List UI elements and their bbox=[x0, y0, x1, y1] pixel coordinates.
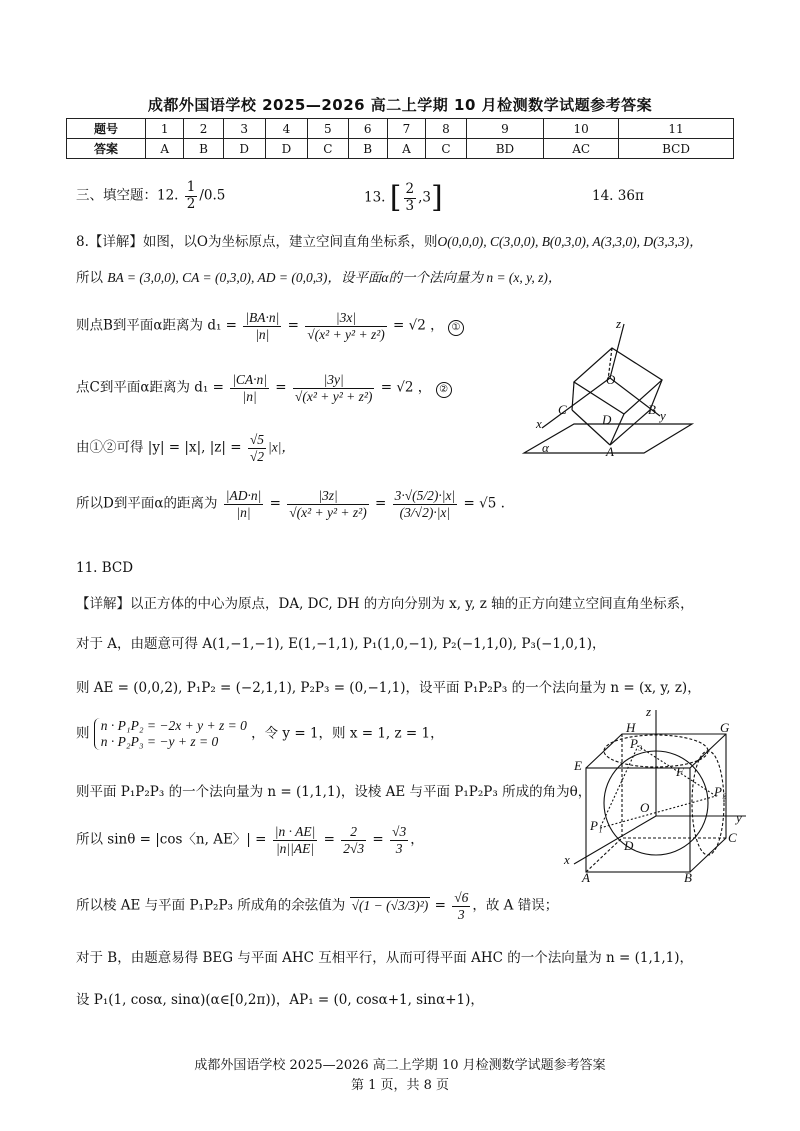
question-number-cell: 9 bbox=[466, 119, 543, 139]
cube-hidden-edge bbox=[586, 838, 622, 872]
q8-l6f3d: (3/√2)·|x| bbox=[399, 504, 451, 520]
table-header-number: 题号 bbox=[67, 119, 146, 139]
answer-cell: D bbox=[265, 139, 307, 159]
q11-l7eq: = bbox=[434, 897, 446, 914]
answer-cell: A bbox=[146, 139, 184, 159]
figure-cube-plane bbox=[512, 310, 702, 460]
fig2-label: C bbox=[728, 830, 737, 845]
answer-cell: AC bbox=[544, 139, 619, 159]
q8-l4-frac1 bbox=[230, 372, 269, 404]
q8-l3f2d: √(x² + y² + z²) bbox=[307, 326, 385, 342]
q8-line3: 则点B到平面α距离为 d₁ = $\frac{|BA\cdot n|}{|n|}$ = $\frac{|3x|}{\text{√(x² + y² + z²)}}$ = √2 ， ① bbox=[76, 310, 464, 342]
q8-l6-frac3 bbox=[393, 488, 458, 520]
fig2-label: P₃ bbox=[630, 736, 643, 751]
fig2-label: P₂ bbox=[714, 784, 727, 799]
fig2-label: z bbox=[646, 704, 652, 719]
q8-l4-frac2 bbox=[293, 372, 375, 404]
q11-line9: 设 P₁(1, cosα, sinα)(α∈[0,2π))，AP₁ = (0, cosα+1, sinα+1)， bbox=[76, 992, 484, 1008]
q12-num: 1 bbox=[186, 179, 196, 195]
q13-answer: 13. [ $\frac{2}{3}$ ,3] bbox=[364, 180, 443, 215]
question-number-cell: 8 bbox=[426, 119, 467, 139]
q11-line2: 对于 A，由题意可得 A(1,−1,−1), E(1,−1,1), P₁(1,0,−1), P₂(−1,1,0), P₃(−1,0,1)， bbox=[76, 636, 606, 652]
x-axis bbox=[542, 378, 610, 428]
q11-l6a: 所以 sinθ = |cos〈n, AE〉| = bbox=[76, 831, 267, 848]
q8-l4f1d: |n| bbox=[242, 388, 257, 404]
q11-l6-frac3 bbox=[390, 824, 408, 856]
question-number-cell: 5 bbox=[308, 119, 349, 139]
q8-coords: O(0,0,0), C(3,0,0), B(0,3,0), A(3,3,0), D(3,3,3)， bbox=[437, 234, 703, 249]
q11-l6-frac2 bbox=[341, 824, 366, 856]
question-number-cell: 1 bbox=[146, 119, 184, 139]
fig2-label: O bbox=[640, 800, 650, 815]
answer-cell: C bbox=[426, 139, 467, 159]
q11-line4 bbox=[76, 718, 444, 750]
cube-edge bbox=[610, 414, 624, 445]
q11-l7-frac bbox=[452, 890, 470, 922]
q8-head: 8.【详解】如图，以O为坐标原点，建立空间直角坐标系，则 bbox=[76, 234, 438, 250]
q8-l5a: 由①②可得 |y| = |x|, |z| = bbox=[76, 439, 242, 456]
figure-cube-sphere bbox=[560, 704, 760, 884]
fig2-label: A bbox=[582, 870, 590, 884]
q8-l5fd: √2 bbox=[249, 448, 264, 464]
q8-l3a: 则点B到平面α距离为 d₁ = bbox=[76, 317, 237, 334]
q13-tail: ,3 bbox=[418, 189, 431, 206]
q8-l6-frac1 bbox=[224, 488, 264, 520]
q8-l6a: 所以D到平面α的距离为 bbox=[76, 495, 218, 512]
answer-cell: D bbox=[223, 139, 265, 159]
fig2-label: P₁ bbox=[590, 818, 603, 833]
answer-cell: B bbox=[348, 139, 387, 159]
q8-l4f2d: √(x² + y² + z²) bbox=[294, 388, 373, 404]
fig2-label: F bbox=[676, 764, 684, 779]
q8-line1 bbox=[76, 234, 703, 250]
fig1-label: O bbox=[606, 372, 616, 387]
q8-l6end: = √5 . bbox=[463, 495, 505, 512]
footer-title: 成都外国语学校 2025—2026 高二上学期 10 月检测数学试题参考答案 bbox=[194, 1058, 606, 1073]
q11-l6f3d: 3 bbox=[395, 840, 403, 856]
q11-head: 11. BCD bbox=[76, 560, 134, 576]
q13-den: 3 bbox=[405, 197, 415, 214]
q11-l6f1d: |n||AE| bbox=[275, 840, 315, 856]
fig2-label: H bbox=[626, 720, 636, 735]
q8-line6: 所以D到平面α的距离为 $\frac{|AD\cdot n|}{|n|}$ = $\frac{|3z|}{\text{√(x² + y² + z²)}}$ = $\frac{3\cdot√(5/2)\cdot|x|}{(3/√2)\cdot|x|}$ = √5 . bbox=[76, 488, 505, 520]
question-number-cell: 4 bbox=[265, 119, 307, 139]
fig2-label: D bbox=[624, 838, 634, 853]
q11-l7fn: √6 bbox=[454, 890, 469, 905]
q11-l6-frac1 bbox=[273, 824, 318, 856]
table-row bbox=[67, 139, 734, 159]
fig1-label: x bbox=[536, 416, 542, 431]
q11-l6f1n: |n · AE| bbox=[274, 824, 316, 839]
cube-edge bbox=[610, 410, 650, 445]
q11-l4pre: 则 bbox=[76, 725, 90, 742]
table-header-answer: 答案 bbox=[67, 139, 146, 159]
footer-page: 第 1 页，共 8 页 bbox=[350, 1078, 450, 1093]
q11-line6: 所以 sinθ = |cos〈n, AE〉| = $\frac{|n \cdot AE|}{|n||AE|}$ = $\frac{2}{2√3}$ = $\frac{√3}{3}$ ， bbox=[76, 824, 424, 856]
q11-l7root: √(1 − (√3/3)²) bbox=[351, 897, 429, 913]
q8-l5-frac bbox=[248, 432, 266, 464]
q13-fraction bbox=[404, 182, 417, 214]
q8-l3f2n: |3x| bbox=[305, 310, 387, 327]
q12-fraction bbox=[185, 180, 198, 212]
equation-system bbox=[94, 718, 247, 750]
q11-l6f2d: 2√3 bbox=[343, 840, 365, 856]
q13-label: 13. bbox=[364, 189, 386, 206]
q8-l4f1n: |CA·n| bbox=[232, 372, 268, 387]
circle-two: ② bbox=[436, 382, 452, 398]
q11-line8: 对于 B，由题意易得 BEG 与平面 AHC 互相平行，从而可得平面 AHC 的一个法向量为 n = (1,1,1)， bbox=[76, 950, 693, 966]
answer-cell: B bbox=[184, 139, 223, 159]
question-number-cell: 3 bbox=[223, 119, 265, 139]
q11-line5: 则平面 P₁P₂P₃ 的一个法向量为 n = (1,1,1)，设棱 AE 与平面 P₁P₂P₃ 所成的角为θ， bbox=[76, 784, 592, 800]
q11-line7 bbox=[76, 890, 558, 922]
q8-l3f1d: |n| bbox=[255, 326, 270, 342]
answer-cell: BD bbox=[466, 139, 543, 159]
q14-answer: 14. 36π bbox=[592, 188, 644, 204]
table-row bbox=[67, 119, 734, 139]
fig2-label: y bbox=[736, 810, 742, 825]
q8-l4f2n: |3y| bbox=[293, 372, 375, 389]
q8-line4: 点C到平面α距离为 d₁ = $\frac{|CA\cdot n|}{|n|}$ = $\frac{|3y|}{\text{√(x² + y² + z²)}}$ = √2 ， ② bbox=[76, 372, 452, 404]
fig1-label: B bbox=[648, 402, 656, 417]
fig2-label: B bbox=[684, 870, 692, 884]
circle-one: ① bbox=[448, 320, 464, 336]
fill-answers bbox=[76, 180, 225, 212]
q8-l6f1d: |n| bbox=[236, 504, 251, 520]
fig1-label: D bbox=[602, 412, 612, 427]
q8-l6f3n: 3·√(5/2)·|x| bbox=[394, 488, 456, 503]
question-number-cell: 2 bbox=[184, 119, 223, 139]
q13-num: 2 bbox=[405, 180, 415, 197]
q8-l4end: = √2 ， bbox=[380, 379, 432, 396]
fig1-label: y bbox=[660, 408, 666, 423]
q8-l5b: |x|， bbox=[267, 439, 295, 455]
q11-line3: 则 AE = (0,0,2), P₁P₂ = (−2,1,1), P₂P₃ = (0,−1,1)，设平面 P₁P₂P₃ 的一个法向量为 n = (x, y, z)， bbox=[76, 680, 701, 696]
q8-line5 bbox=[76, 432, 295, 464]
fig1-label: C bbox=[558, 402, 567, 417]
q12-tail: /0.5 bbox=[199, 187, 226, 204]
fig2-label: x bbox=[564, 852, 570, 867]
q11-l6f2n: 2 bbox=[341, 824, 366, 841]
q11-l6f3n: √3 bbox=[392, 824, 407, 839]
q11-l7fd: 3 bbox=[457, 906, 465, 922]
q8-l6-frac2 bbox=[287, 488, 369, 520]
q8-l3-frac1 bbox=[243, 310, 281, 342]
q8-l4a: 点C到平面α距离为 d₁ = bbox=[76, 379, 224, 396]
q11-l7a: 所以棱 AE 与平面 P₁P₂P₃ 所成角的余弦值为 bbox=[76, 897, 346, 914]
q8-line2 bbox=[76, 270, 561, 286]
q8-l2b: BA = (3,0,0), CA = (0,3,0), AD = (0,0,3)，设平面α的一个法向量为 n = (x, y, z)， bbox=[107, 270, 562, 285]
q8-l5fn: √5 bbox=[249, 432, 264, 447]
q8-l3end: = √2 ， bbox=[393, 317, 444, 334]
page-title: 成都外国语学校 2025—2026 高二上学期 10 月检测数学试题参考答案 bbox=[147, 96, 653, 114]
answer-cell: C bbox=[308, 139, 349, 159]
fill-label: 三、填空题：12. bbox=[76, 187, 179, 204]
question-number-cell: 10 bbox=[544, 119, 619, 139]
fig2-label: G bbox=[720, 720, 730, 735]
q8-l6f2d: √(x² + y² + z²) bbox=[289, 504, 367, 520]
q8-l3f1n: |BA·n| bbox=[245, 310, 280, 325]
answer-cell: BCD bbox=[619, 139, 734, 159]
q11-line1: 【详解】以正方体的中心为原点，DA, DC, DH 的方向分别为 x, y, z 轴的正方向建立空间直角坐标系， bbox=[76, 596, 694, 612]
q8-l6f1n: |AD·n| bbox=[225, 488, 262, 503]
fig1-label: A bbox=[606, 444, 614, 459]
q12-den: 2 bbox=[186, 195, 196, 212]
question-number-cell: 11 bbox=[619, 119, 734, 139]
fig1-label: z bbox=[616, 316, 622, 331]
q8-l6f2n: |3z| bbox=[287, 488, 369, 505]
q11-l4post: ，令 y = 1，则 x = 1, z = 1， bbox=[251, 725, 444, 742]
fig2-label: E bbox=[574, 758, 582, 773]
fig1-label: α bbox=[542, 440, 549, 455]
equation-1: n · P₁P₂ = −2x + y + z = 0 bbox=[100, 718, 247, 733]
question-number-cell: 6 bbox=[348, 119, 387, 139]
answer-table bbox=[66, 118, 734, 159]
q11-l7b: ，故 A 错误； bbox=[472, 897, 559, 914]
q8-l3-frac2 bbox=[305, 310, 387, 342]
equation-2: n · P₂P₃ = −y + z = 0 bbox=[100, 734, 219, 750]
q8-l2a: 所以 bbox=[76, 270, 103, 286]
question-number-cell: 7 bbox=[387, 119, 425, 139]
answer-cell: A bbox=[387, 139, 425, 159]
